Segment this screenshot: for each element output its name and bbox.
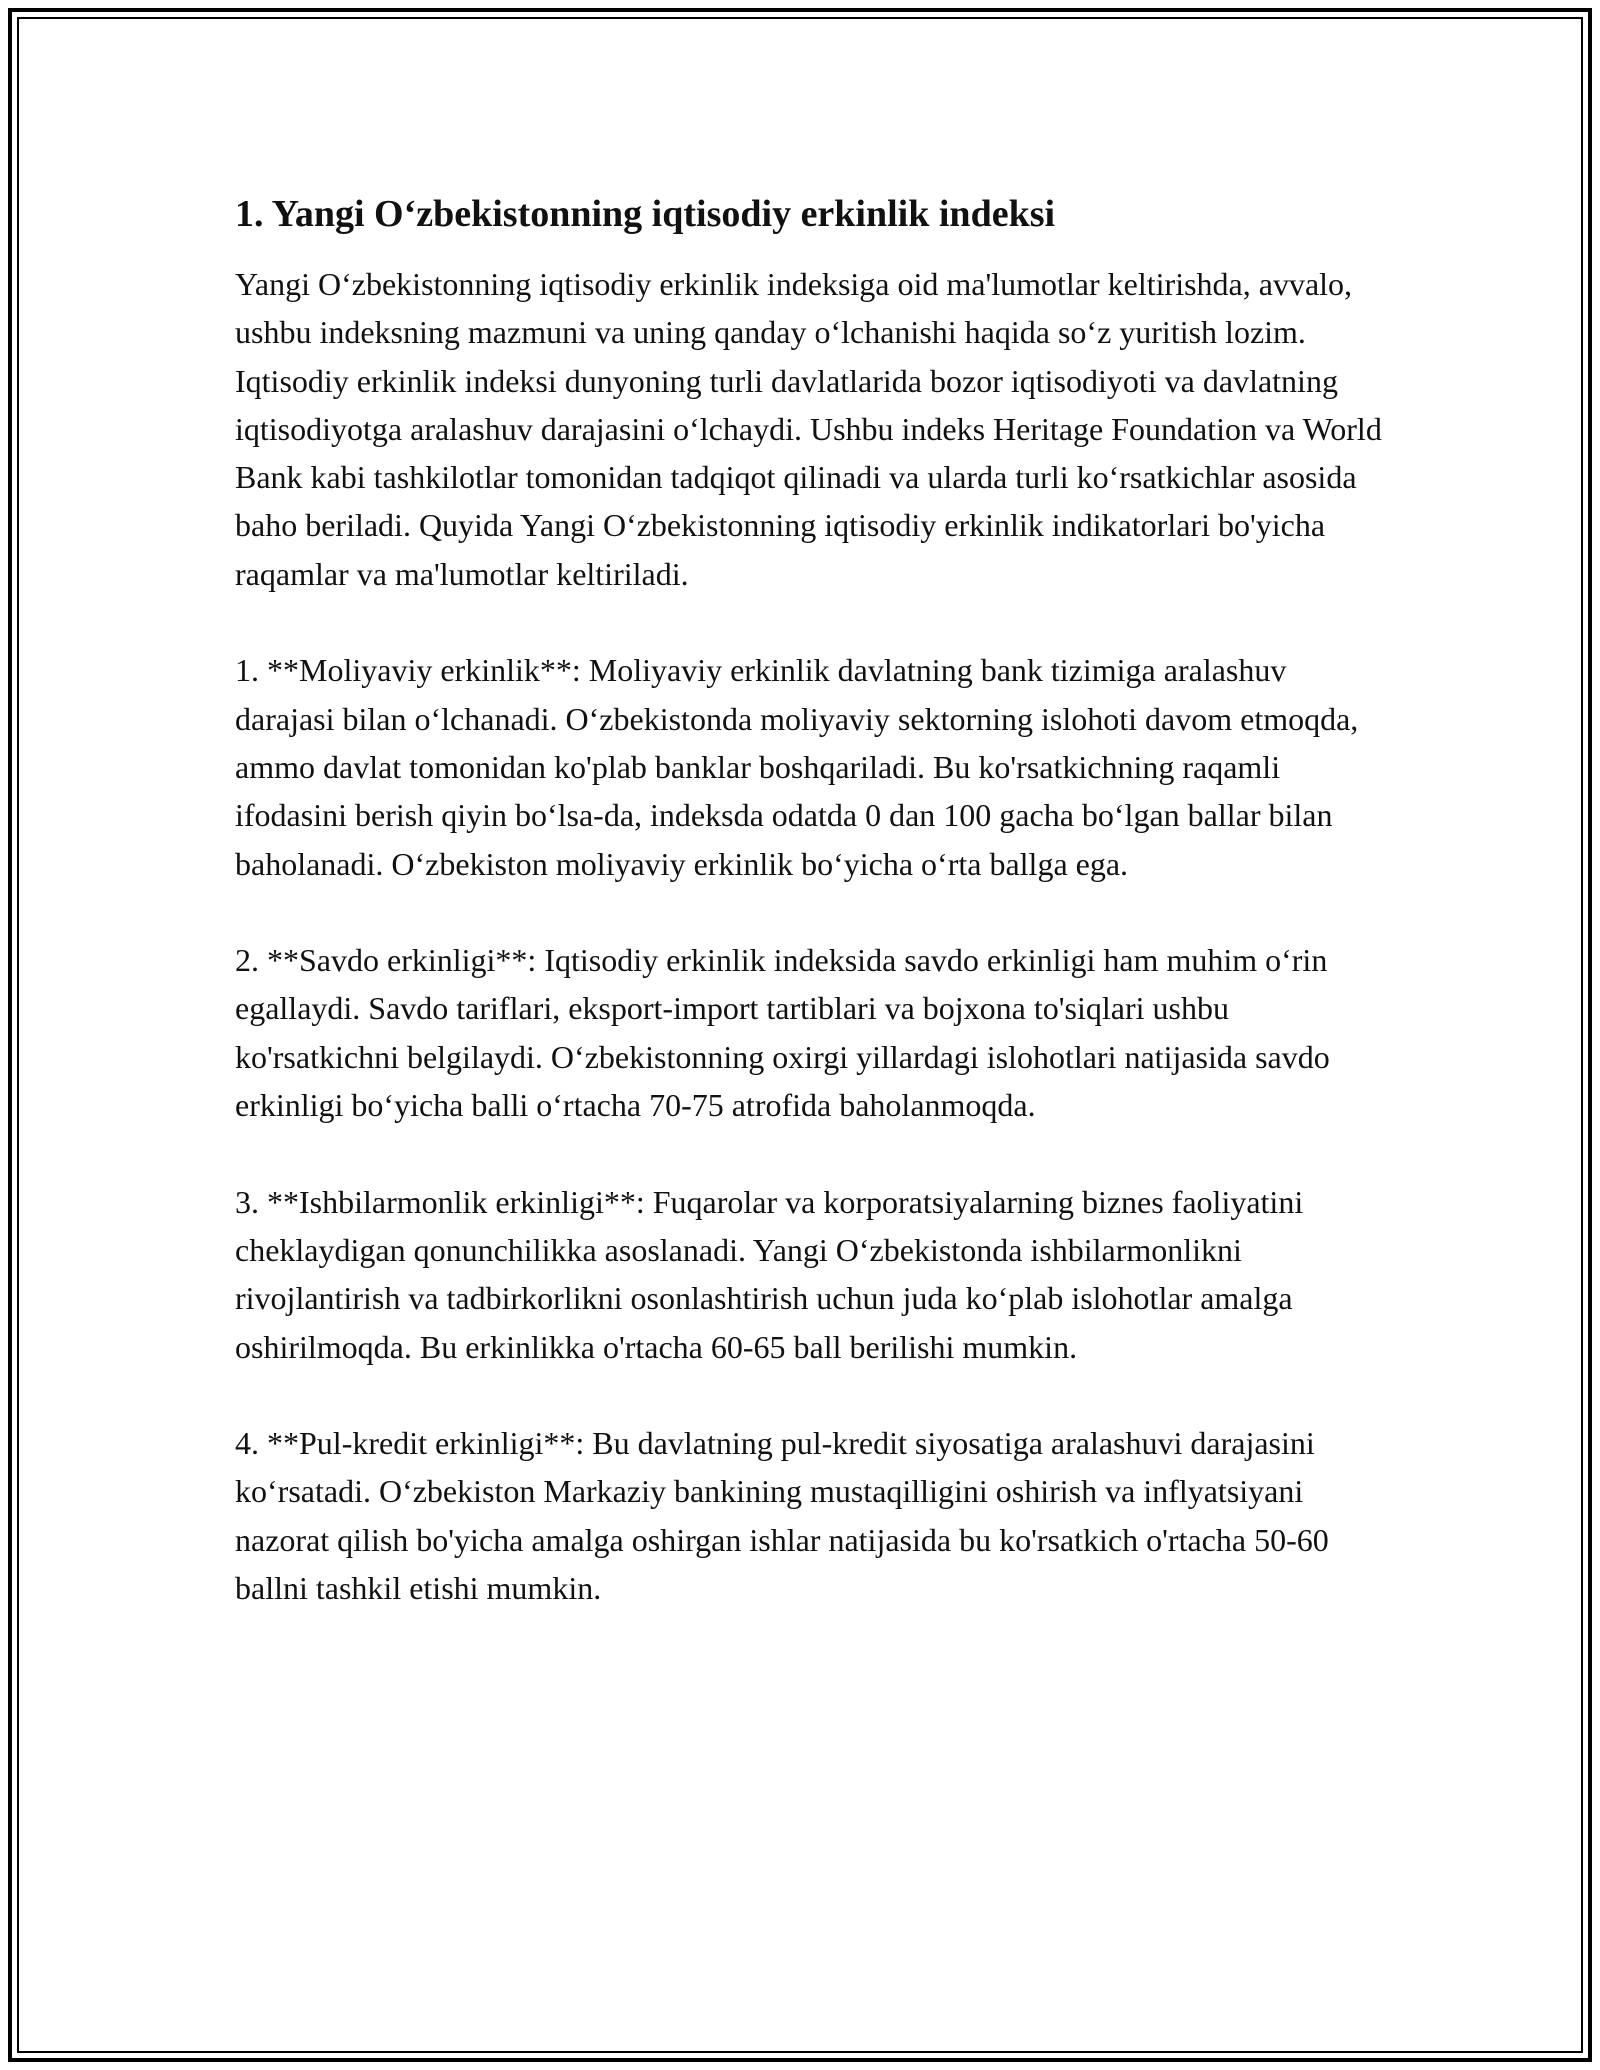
financial-freedom-paragraph: 1. **Moliyaviy erkinlik**: Moliyaviy erkinlik davlatning bank tizimiga aralashuv darajasi bilan o‘lchanadi. O‘zbekistonda moliyaviy sektorning islohoti davom etmoqda, ammo davlat tomonidan ko'plab banklar boshqariladi. Bu ko'rsatkichning raqamli ifodasini berish qiyin bo‘lsa-da, indeksda odatda 0 dan 100 gacha bo‘lgan ballar bilan baholanadi. O‘zbekiston moliyaviy erkinlik bo‘yicha o‘rta ballga ega. xyxy=(235,652,1359,882)
document-title: 1. Yangi O‘zbekistonning iqtisodiy erkinlik indeksi xyxy=(235,193,1056,235)
document-body xyxy=(235,188,1385,1661)
business-freedom-paragraph: 3. **Ishbilarmonlik erkinligi**: Fuqarolar va korporatsiyalarning biznes faoliyatini cheklaydigan qonunchilikka asoslanadi. Yangi O‘zbekistonda ishbilarmonlikni rivojlantirish va tadbirkorlikni osonlashtirish uchun juda ko‘plab islohotlar amalga oshirilmoqda. Bu erkinlikka o'rtacha 60-65 ball berilishi mumkin. xyxy=(235,1183,1304,1365)
intro-paragraph: Yangi O‘zbekistonning iqtisodiy erkinlik indeksiga oid ma'lumotlar keltirishda, avvalo, ushbu indeksning mazmuni va uning qanday o‘lchanishi haqida so‘z yuritish lozim. Iqtisodiy erkinlik indeksi dunyoning turli davlatlarida bozor iqtisodiyoti va davlatning iqtisodiyotga aralashuv darajasini o‘lchaydi. Ushbu indeks Heritage Foundation va World Bank kabi tashkilotlar tomonidan tadqiqot qilinadi va ularda turli ko‘rsatkichlar asosida baho beriladi. Quyida Yangi O‘zbekistonning iqtisodiy erkinlik indikatorlari bo'yicha raqamlar va ma'lumotlar keltiriladi. xyxy=(235,266,1382,592)
monetary-freedom-paragraph: 4. **Pul-kredit erkinligi**: Bu davlatning pul-kredit siyosatiga aralashuvi darajasini ko‘rsatadi. O‘zbekiston Markaziy bankining mustaqilligini oshirish va inflyatsiyani nazorat qilish bo'yicha amalga oshirgan ishlar natijasida bu ko'rsatkich o'rtacha 50-60 ballni tashkil etishi mumkin. xyxy=(235,1425,1329,1607)
trade-freedom-paragraph: 2. **Savdo erkinligi**: Iqtisodiy erkinlik indeksida savdo erkinligi ham muhim o‘rin egallaydi. Savdo tariflari, eksport-import tartiblari va bojxona to'siqlari ushbu ko'rsatkichni belgilaydi. O‘zbekistonning oxirgi yillardagi islohotlari natijasida savdo erkinligi bo‘yicha balli o‘rtacha 70-75 atrofida baholanmoqda. xyxy=(235,942,1330,1124)
